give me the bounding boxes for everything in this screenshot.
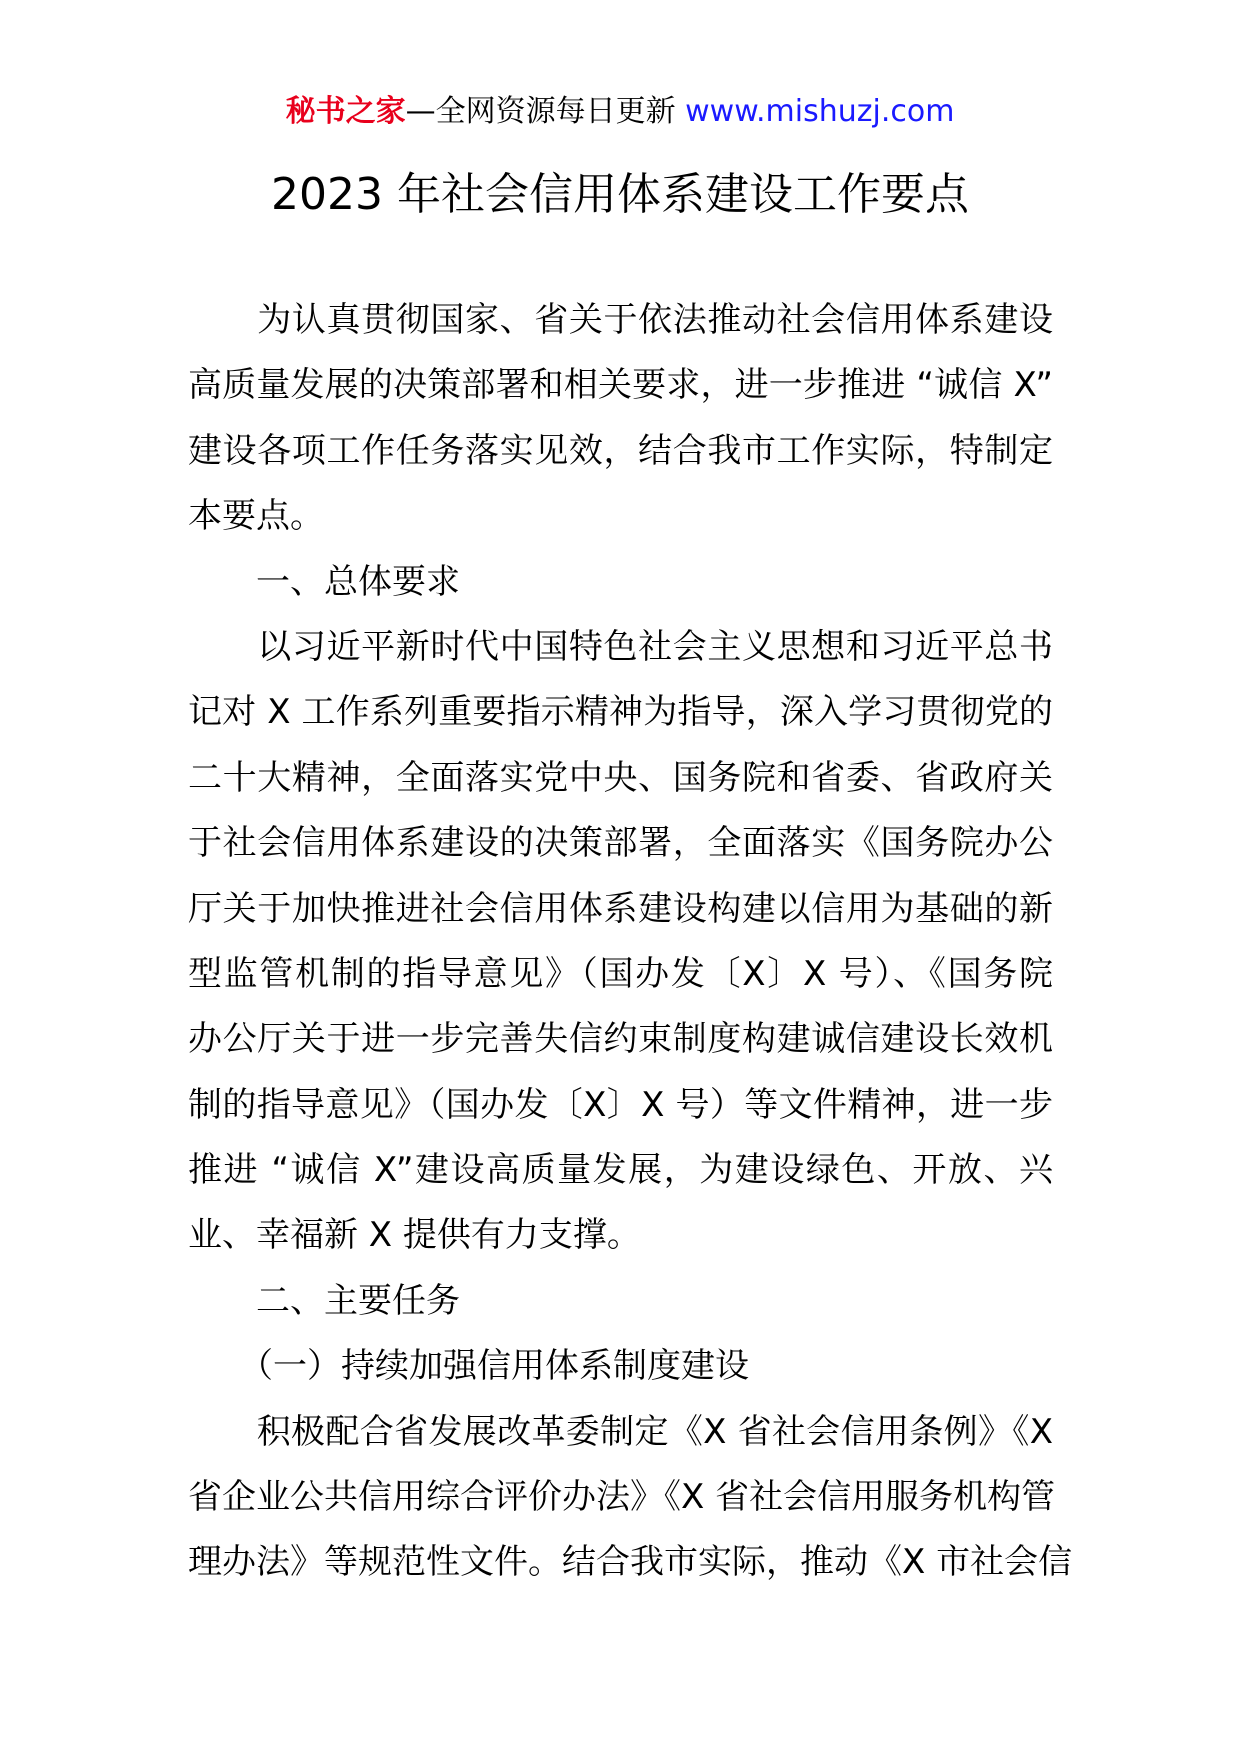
text-line: 积极配合省发展改革委制定《X 省社会信用条例》《X	[188, 1411, 1053, 1452]
text-line: 二、主要任务	[188, 1280, 460, 1321]
text-line: 建设各项工作任务落实见效，结合我市工作实际，特制定	[188, 430, 1053, 471]
text-line: 推进 “诚信 X”建设高质量发展，为建设绿色、开放、兴	[188, 1150, 1053, 1191]
text-line: 理办法》等规范性文件。结合我市实际，推动《X 市社会信	[188, 1542, 1073, 1583]
site-slogan: —全网资源每日更新	[405, 94, 676, 129]
text-line: 厅关于加快推进社会信用体系建设构建以信用为基础的新	[188, 888, 1053, 929]
site-banner	[0, 92, 1240, 132]
text-line: 省企业公共信用综合评价办法》《X 省社会信用服务机构管	[188, 1477, 1056, 1518]
text-line: 为认真贯彻国家、省关于依法推动社会信用体系建设	[188, 300, 1053, 340]
document-title: 2023 年社会信用体系建设工作要点	[271, 169, 969, 220]
text-line: 一、总体要求	[188, 561, 460, 602]
text-line: 本要点。	[188, 496, 324, 537]
text-line: 高质量发展的决策部署和相关要求，进一步推进 “诚信 X”	[188, 365, 1053, 406]
site-url-link[interactable]: www.mishuzj.com	[685, 94, 955, 129]
text-line: 于社会信用体系建设的决策部署，全面落实《国务院办公	[188, 823, 1053, 864]
text-line: 以习近平新时代中国特色社会主义思想和习近平总书	[188, 626, 1053, 667]
text-line: 制的指导意见》（国办发〔X〕X 号）等文件精神，进一步	[188, 1084, 1053, 1125]
document-body	[188, 288, 1073, 1596]
text-line: 业、幸福新 X 提供有力支撑。	[188, 1215, 641, 1256]
text-line: 办公厅关于进一步完善失信约束制度构建诚信建设长效机	[188, 1019, 1053, 1060]
text-line: （一）持续加强信用体系制度建设	[188, 1346, 749, 1387]
brand-name: 秘书之家	[285, 94, 406, 129]
text-line: 记对 X 工作系列重要指示精神为指导，深入学习贯彻党的	[188, 692, 1053, 733]
text-line: 二十大精神，全面落实党中央、国务院和省委、省政府关	[188, 757, 1053, 798]
text-line: 型监管机制的指导意见》（国办发〔X〕X 号）、《国务院	[188, 953, 1053, 994]
